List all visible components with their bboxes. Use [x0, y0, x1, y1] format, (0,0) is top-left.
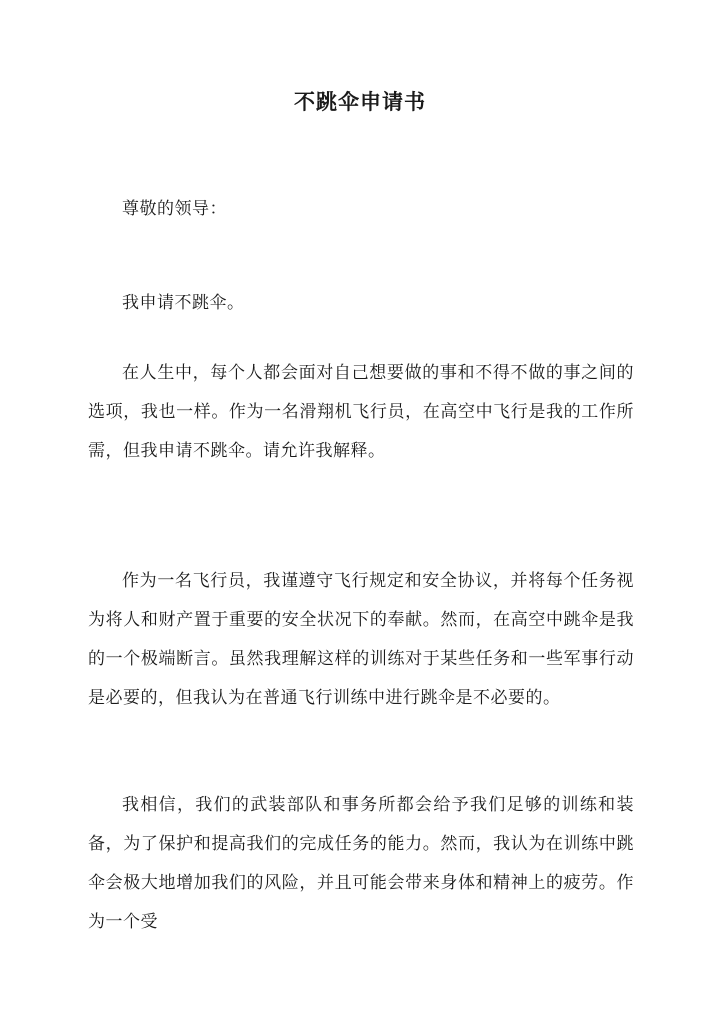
salutation-paragraph: 尊敬的领导： — [122, 199, 227, 219]
duty-paragraph: 作为一名飞行员，我谨遵守飞行规定和安全协议，并将每个任务视为将人和财产置于重要的安全状况下的奉献。然而，在高空中跳伞是我的一个极端断言。虽然我理解这样的训练对于某些任务和一些军事行动是必要的，但我认为在普通飞行训练中进行跳伞是不必要的。 — [88, 571, 634, 708]
belief-paragraph: 我相信，我们的武装部队和事务所都会给予我们足够的训练和装备，为了保护和提高我们的完成任务的能力。然而，我认为在训练中跳伞会极大地增加我们的风险，并且可能会带来身体和精神上的疲劳。作为一个受 — [88, 795, 634, 932]
document-title: 不跳伞申请书 — [294, 89, 426, 114]
request-paragraph: 我申请不跳伞。 — [122, 293, 245, 313]
intro-paragraph: 在人生中，每个人都会面对自己想要做的事和不得不做的事之间的选项，我也一样。作为一名滑翔机飞行员，在高空中飞行是我的工作所需，但我申请不跳伞。请允许我解释。 — [88, 363, 634, 461]
